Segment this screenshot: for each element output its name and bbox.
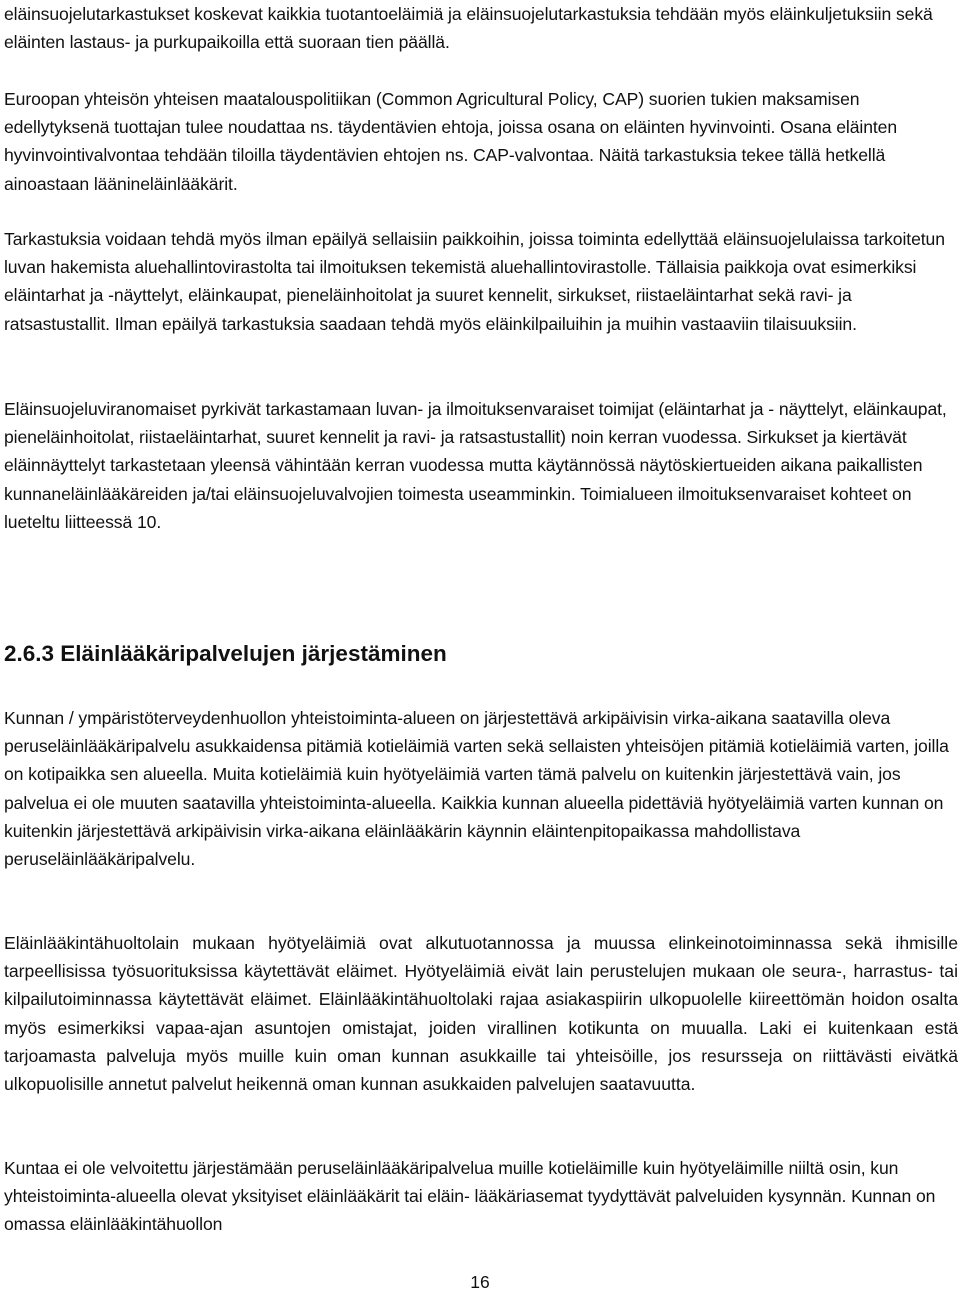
law-paragraph-block — [4, 929, 958, 1098]
cap-paragraph: Euroopan yhteisön yhteisen maatalouspolitiikan (Common Agricultural Policy, CAP) suorien tukien maksamisen edellytyksenä tuottajan tulee noudattaa ns. täydentävien ehtoja, joissa osana on eläinten hyvinvointi. Osana eläinten hyvinvointivalvontaa tehdään tiloilla täydentävien ehtojen ns. CAP-valvontaa. Näitä tarkastuksia tekee tällä hetkellä ainoastaan läänineläinlääkärit. — [4, 89, 898, 194]
intro-paragraph-block — [4, 0, 958, 56]
section-heading: 2.6.3 Eläinlääkäripalvelujen järjestäminen — [4, 641, 447, 666]
service-paragraph-block — [4, 704, 958, 873]
final-paragraph: Kuntaa ei ole velvoitettu järjestämään peruseläinlääkäripalvelua muille kotieläimille kuin hyötyeläimille niiltä osin, kun yhteistoiminta-alueella olevat yksityiset eläinlääkärit tai eläin- lääkäriasemat tyydyttävät palveluiden kysynnän. Kunnan on omassa eläinlääkintähuollon — [4, 1158, 936, 1235]
inspection-paragraph-block — [4, 225, 958, 338]
inspection-paragraph: Tarkastuksia voidaan tehdä myös ilman epäilyä sellaisiin paikkoihin, joissa toiminta edellyttää eläinsuojelulaissa tarkoitetun luvan hakemista aluehallintovirastolta tai ilmoituksen tekemistä aluehallintovirastolle. Tällaisia paikkoja ovat esimerkiksi eläintarhat ja -näyttelyt, eläinkaupat, pieneläinhoitolat ja suuret kennelit, sirkukset, riistaeläintarhat sekä ravi- ja ratsastustallit. Ilman epäilyä tarkastuksia saadaan tehdä myös eläinkilpailuihin ja muihin vastaaviin tilaisuuksiin. — [4, 229, 945, 334]
authority-paragraph: Eläinsuojeluviranomaiset pyrkivät tarkastamaan luvan- ja ilmoituksenvaraiset toimijat (eläintarhat ja - näyttelyt, eläinkaupat, pieneläinhoitolat, riistaeläintarhat, suuret kennelit ja ravi- ja ratsastustallit) noin kerran vuodessa. Sirkukset ja kiertävät eläinnäyttelyt tarkastetaan yleensä vähintään kerran vuodessa mutta käytännössä näytöskiertueiden aikana paikallisten kunnaneläinlääkäreiden ja/tai eläinsuojeluvalvojien toimesta useamminkin. Toimialueen ilmoituksenvaraiset kohteet on lueteltu liitteessä 10. — [4, 399, 947, 532]
service-paragraph: Kunnan / ympäristöterveydenhuollon yhteistoiminta-alueen on järjestettävä arkipäivisin virka-aikana saatavilla oleva peruseläinlääkäripalvelu asukkaidensa pitämiä kotieläimiä varten sekä sellaisten yhteisöjen pitämiä kotieläimiä varten, joilla on kotipaikka sen alueella. Muita kotieläimiä kuin hyötyeläimiä varten tämä palvelu on kuitenkin järjestettävä vain, jos palvelua ei ole muuten saatavilla yhteistoiminta-alueella. Kaikkia kunnan alueella pidettäviä hyötyeläimiä varten kunnan on kuitenkin järjestettävä arkipäivisin virka-aikana eläinlääkärin käynnin eläintenpitopaikassa mahdollistava peruseläinlääkäripalvelu. — [4, 708, 949, 870]
authority-paragraph-block — [4, 395, 958, 536]
page-number: 16 — [470, 1272, 490, 1292]
law-paragraph: Eläinlääkintähuoltolain mukaan hyötyeläimiä ovat alkutuotannossa ja muussa elinkeinotoiminnassa sekä ihmisille tarpeellisissa työsuorituksissa käytettävät eläimet. Hyötyeläimiä eivät lain perustelujen mukaan ole seura-, harrastus- tai kilpailutoiminnassa käytettävät eläimet. Eläinlääkintähuoltolaki rajaa asiakaspiirin ulkopuolelle kiireettömän hoidon osalta myös esimerkiksi vapaa-ajan asuntojen omistajat, joiden virallinen kotikunta on muualla. Laki ei kuitenkaan estä tarjoamasta palveluja myös muille kuin oman kunnan asukkaille tai yhteisöille, jos resursseja on riittävästi eivätkä ulkopuolisille annetut palvelut heikennä oman kunnan asukkaiden palvelujen saatavuutta. — [4, 933, 958, 1095]
final-paragraph-block — [4, 1154, 958, 1239]
cap-paragraph-block — [4, 85, 958, 198]
intro-paragraph: eläinsuojelutarkastukset koskevat kaikkia tuotantoeläimiä ja eläinsuojelutarkastuksia tehdään myös eläinkuljetuksiin sekä eläinten lastaus- ja purkupaikoilla että suoraan tien päällä. — [4, 4, 933, 53]
